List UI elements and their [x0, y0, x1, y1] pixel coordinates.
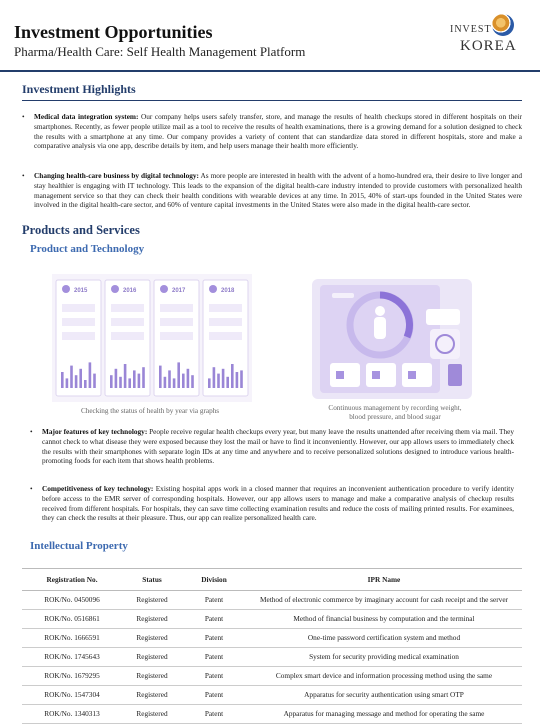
product-item-title: Competitiveness of key technology:: [42, 484, 154, 493]
division-cell: Patent: [182, 610, 246, 629]
info-row: [209, 318, 242, 326]
mini-bar: [70, 366, 73, 388]
highlight-item: [22, 112, 522, 151]
table-row: [22, 705, 522, 724]
invest-korea-logo: [450, 14, 530, 58]
registration-no-cell: ROK/No. 0516861: [22, 610, 122, 629]
mini-bar: [177, 362, 180, 388]
mini-bar: [187, 369, 190, 388]
highlight-text: Our company helps users safely transfer, store, and manage the results of health checkups stored in different hospitals on their smartphones. Recently, as fewer people utilize mail as a tool to receive the results of health examinations, there is a growing demand for a solution designed to check the results with a smartphone at any time. Our company provides a variety of content that can standardize data stored in different hospitals, store and make a comparative analysis via one app, describe details by item, and help users manage their health more efficiently.: [34, 112, 522, 151]
caption-right-line1: Continuous management by recording weight,: [328, 404, 462, 412]
mini-bar: [79, 369, 82, 388]
mini-bar: [142, 367, 145, 388]
header-divider: [0, 70, 540, 72]
mini-bar: [240, 370, 243, 388]
mini-bar: [119, 377, 122, 388]
highlight-item: [22, 171, 522, 210]
highlights-heading: Investment Highlights: [22, 82, 136, 96]
status-cell: Registered: [122, 667, 182, 686]
product-technology-heading: Product and Technology: [30, 243, 145, 255]
mini-bar: [173, 378, 176, 388]
mini-bar: [213, 367, 216, 388]
info-row: [111, 332, 144, 340]
year-label: 2015: [74, 288, 88, 294]
caption-left: Checking the status of health by year via graphs: [80, 407, 220, 415]
product-item-title: Major features of key technology:: [42, 427, 148, 436]
mini-bar: [208, 378, 211, 388]
status-cell: Registered: [122, 629, 182, 648]
mini-bar: [115, 369, 118, 388]
ipr-name-cell: Complex smart device and information processing method using the same: [246, 667, 522, 686]
mini-bar: [133, 370, 136, 388]
status-cell: Registered: [122, 648, 182, 667]
ipr-name-cell: Apparatus for managing message and method for operating the same: [246, 705, 522, 724]
intellectual-property-heading: Intellectual Property: [30, 540, 128, 552]
mini-bar: [222, 369, 225, 388]
division-cell: Patent: [182, 648, 246, 667]
table-row: [22, 629, 522, 648]
ip-table: [22, 568, 522, 724]
page-title: Investment Opportunities: [14, 22, 213, 42]
plus-icon: [209, 285, 217, 293]
mini-bar: [159, 366, 162, 388]
registration-no-cell: ROK/No. 1547304: [22, 686, 122, 705]
info-row: [111, 304, 144, 312]
column-header-status: Status: [122, 569, 182, 591]
highlights-divider: [22, 100, 522, 101]
column-header-ipr-name: IPR Name: [246, 569, 522, 591]
division-cell: Patent: [182, 705, 246, 724]
mini-bar: [231, 364, 234, 388]
caption-right-line2: blood pressure, and blood sugar: [349, 413, 441, 421]
caption-right: [300, 404, 490, 422]
mini-bar: [226, 377, 229, 388]
info-row: [209, 332, 242, 340]
status-cell: Registered: [122, 610, 182, 629]
division-cell: Patent: [182, 686, 246, 705]
mini-bar: [66, 378, 69, 388]
mini-bar: [75, 375, 78, 388]
mini-bar: [182, 374, 185, 388]
info-row: [209, 304, 242, 312]
column-header-registration: Registration No.: [22, 569, 122, 591]
mini-bar: [110, 375, 113, 388]
division-cell: Patent: [182, 629, 246, 648]
highlight-title: Changing health-care business by digital technology:: [34, 171, 199, 180]
yearly-health-graphs-image: [52, 274, 252, 402]
mini-bar: [191, 375, 194, 388]
logo-emblem-icon: [492, 14, 514, 36]
year-label: 2018: [221, 288, 235, 294]
ipr-name-cell: Method of electronic commerce by imaginary account for cash receipt and the server: [246, 591, 522, 610]
mini-bar: [124, 364, 127, 388]
info-row: [62, 332, 95, 340]
ipr-name-cell: Apparatus for security authentication using smart OTP: [246, 686, 522, 705]
mini-bar: [236, 372, 239, 388]
mini-bar: [61, 372, 64, 388]
registration-no-cell: ROK/No. 1340313: [22, 705, 122, 724]
highlight-text: As more people are interested in health with the advent of a homo-hundred era, their desire to live longer and stay healthier is engaging with IT technology. This leads to the expansion of the digital health-care industry intended to provide customers with personalized health management service so that they can check their health conditions with wearable devices at any time. In 2015, 40% of start-ups founded in the United States were involved in the digital health-care sector, and 60% of venture capital investments in the United States were also made in the digital health-care sector.: [34, 171, 522, 210]
ipr-name-cell: Method of financial business by computation and the terminal: [246, 610, 522, 629]
mini-bar: [164, 377, 167, 388]
status-cell: Registered: [122, 686, 182, 705]
registration-no-cell: ROK/No. 1745643: [22, 648, 122, 667]
bullet-icon: •: [30, 484, 33, 493]
info-row: [160, 304, 193, 312]
logo-text-korea: KOREA: [460, 38, 517, 54]
mini-bar: [168, 370, 171, 388]
logo-text-invest: INVEST: [450, 24, 492, 35]
page-header: [0, 0, 540, 68]
plus-icon: [160, 285, 168, 293]
mini-bar: [93, 374, 96, 388]
bullet-icon: •: [22, 112, 25, 121]
plus-icon: [111, 285, 119, 293]
ipr-name-cell: One-time password certification system and method: [246, 629, 522, 648]
bullet-icon: •: [22, 171, 25, 180]
mini-bar: [89, 362, 92, 388]
mini-bar: [217, 374, 220, 388]
registration-no-cell: ROK/No. 1679295: [22, 667, 122, 686]
ip-table-header-row: [22, 569, 522, 591]
division-cell: Patent: [182, 667, 246, 686]
division-cell: Patent: [182, 591, 246, 610]
bullet-icon: •: [30, 427, 33, 436]
product-item-text: Existing hospital apps work in a closed manner that requires an inconvenient authentication procedure to verify identity before access to the EMR server of corresponding hospitals. However, our app allows users to manage and make a comparative analysis of checkup results received from different hospitals. For hospitals, they can save time collecting examination results and reduce the costs of mailing printed results. For examinees, they can check the results at their pleasure. Thus, our app can realize personalized health care.: [42, 484, 514, 523]
ipr-name-cell: System for security providing medical examination: [246, 648, 522, 667]
table-row: [22, 610, 522, 629]
status-cell: Registered: [122, 705, 182, 724]
table-row: [22, 667, 522, 686]
product-item-text: People receive regular health checkups every year, but many leave the results unattended after receiving them via mail. They cannot check to what disease they were exposed because they lost the mail or have to find it inconveniently. However, our app allows users to immediately check the results with their smartphones with separate login IDs at any time and anywhere and to receive personalized solutions designed to introduce various health-promoting foods for each item that shows health problems.: [42, 427, 514, 466]
health-dashboard-image: [312, 279, 472, 399]
info-row: [111, 318, 144, 326]
mini-bar: [128, 378, 131, 388]
page-subtitle: Pharma/Health Care: Self Health Management Platform: [14, 44, 306, 59]
registration-no-cell: ROK/No. 0450096: [22, 591, 122, 610]
mini-bar: [84, 380, 87, 388]
product-item: [30, 484, 514, 523]
info-row: [62, 318, 95, 326]
year-label: 2017: [172, 288, 186, 294]
info-row: [62, 304, 95, 312]
column-header-division: Division: [182, 569, 246, 591]
product-item: [30, 427, 514, 466]
year-label: 2016: [123, 288, 137, 294]
table-row: [22, 591, 522, 610]
mini-bar: [138, 374, 141, 388]
plus-icon: [62, 285, 70, 293]
info-row: [160, 318, 193, 326]
highlight-title: Medical data integration system:: [34, 112, 139, 121]
table-row: [22, 686, 522, 705]
status-cell: Registered: [122, 591, 182, 610]
products-heading: Products and Services: [22, 223, 140, 237]
info-row: [160, 332, 193, 340]
table-row: [22, 648, 522, 667]
registration-no-cell: ROK/No. 1666591: [22, 629, 122, 648]
